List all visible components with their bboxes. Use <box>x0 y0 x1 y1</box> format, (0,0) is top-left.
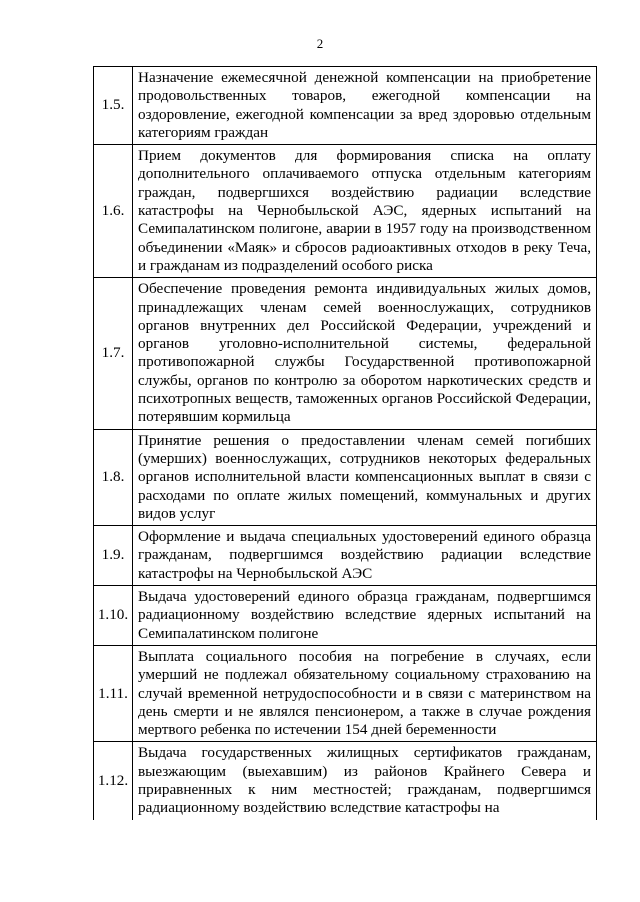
table-row <box>94 586 597 646</box>
row-number: 1.8. <box>94 429 133 525</box>
row-text: Выдача государственных жилищных сертификатов гражданам, выезжающим (выехавшим) из районов Крайнего Севера и приравненных к ним местностей; гражданам, подвергшимся радиационному воздействию вследствие катастрофы на <box>133 742 597 820</box>
row-number: 1.9. <box>94 526 133 586</box>
row-text: Выдача удостоверений единого образца гражданам, подвергшимся радиационному воздействию вследствие ядерных испытаний на Семипалатинском полигоне <box>133 586 597 646</box>
row-text: Прием документов для формирования списка на оплату дополнительного оплачиваемого отпуска отдельным категориям граждан, подвергшихся воздействию радиации вследствие катастрофы на Чернобыльской АЭС, ядерных испытаний на Семипалатинском полигоне, аварии в 1957 году на производственном объединении «Маяк» и сбросов радиоактивных отходов в реку Теча, и гражданам из подразделений особого риска <box>133 145 597 278</box>
table-row <box>94 526 597 586</box>
table-row <box>94 742 597 820</box>
row-text: Оформление и выдача специальных удостоверений единого образца гражданам, подвергшимся воздействию радиации вследствие катастрофы на Чернобыльской АЭС <box>133 526 597 586</box>
row-number: 1.12. <box>94 742 133 820</box>
row-number: 1.7. <box>94 278 133 429</box>
table-row <box>94 429 597 525</box>
table-row <box>94 278 597 429</box>
services-table <box>93 66 597 820</box>
row-text: Обеспечение проведения ремонта индивидуальных жилых домов, принадлежащих членам семей военнослужащих, сотрудников органов внутренних дел Российской Федерации, учреждений и органов уголовно-исполнительной системы, федеральной противопожарной службы Государственной противопожарной службы, органов по контролю за оборотом наркотических средств и психотропных веществ, таможенных органов Российской Федерации, потерявшим кормильца <box>133 278 597 429</box>
row-number: 1.5. <box>94 67 133 145</box>
table-row <box>94 645 597 741</box>
row-number: 1.11. <box>94 645 133 741</box>
row-number: 1.6. <box>94 145 133 278</box>
table-row <box>94 67 597 145</box>
table-row <box>94 145 597 278</box>
page-number: 2 <box>316 36 324 51</box>
row-text: Принятие решения о предоставлении членам семей погибших (умерших) военнослужащих, сотрудников некоторых федеральных органов исполнительной власти компенсационных выплат в связи с расходами по оплате жилых помещений, коммунальных и других видов услуг <box>133 429 597 525</box>
row-number: 1.10. <box>94 586 133 646</box>
row-text: Выплата социального пособия на погребение в случаях, если умерший не подлежал обязательному социальному страхованию на случай временной нетрудоспособности и в связи с материнством на день смерти и не являлся пенсионером, а также в случае рождения мертвого ребенка по истечении 154 дней беременности <box>133 645 597 741</box>
row-text: Назначение ежемесячной денежной компенсации на приобретение продовольственных товаров, ежегодной компенсации на оздоровление, ежегодной компенсации за вред здоровью отдельным категориям граждан <box>133 67 597 145</box>
